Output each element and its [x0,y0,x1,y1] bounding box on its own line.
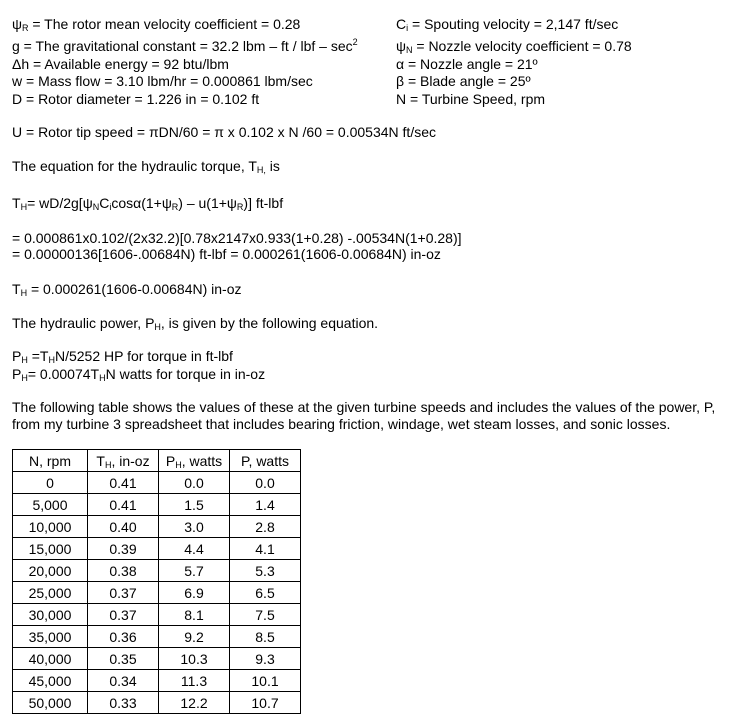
cell-torque: 0.37 [88,604,159,626]
table-intro-line-2: from my turbine 3 spreadsheet that includes bearing friction, windage, wet steam losses, and sonic losses. [12,416,671,432]
power-equation-hp: $P_H =T_HN/5252$ HP for torque in ft-lbf [12,348,233,365]
def-nozzle-velocity-coefficient: $\psi_N$ = Nozzle velocity coefficient = 0.78 [396,38,632,55]
table-header-row [13,450,301,472]
cell-torque: 0.33 [88,692,159,714]
table-row [13,626,301,648]
power-intro: The hydraulic power, $P_H$, is given by the following equation. [12,315,379,332]
cell-power: 0.0 [230,472,301,494]
cell-torque: 0.40 [88,516,159,538]
cell-torque: 0.41 [88,494,159,516]
cell-power: 6.5 [230,582,301,604]
def-mass-flow: w = Mass flow = 3.10 lbm/hr = 0.000861 lbm/sec [12,73,313,89]
header-torque: $T_H$, in-oz [88,450,159,472]
cell-power: 8.5 [230,626,301,648]
power-equation-watts: $P_H= 0.00074T_HN$ watts for torque in in-oz [12,366,266,383]
cell-hydraulic-power: 1.5 [159,494,230,516]
header-power: P, watts [230,450,301,472]
cell-hydraulic-power: 5.7 [159,560,230,582]
def-rotor-velocity-coefficient: $\psi_R$ = The rotor mean velocity coefficient = 0.28 [12,16,301,33]
results-table [12,449,301,714]
cell-hydraulic-power: 9.2 [159,626,230,648]
cell-speed: 35,000 [13,626,88,648]
cell-power: 1.4 [230,494,301,516]
table-intro-line-1: The following table shows the values of these at the given turbine speeds and includes the values of the power, P, [12,399,716,415]
cell-power: 5.3 [230,560,301,582]
def-blade-angle: β = Blade angle = 25º [396,73,531,89]
cell-hydraulic-power: 8.1 [159,604,230,626]
cell-torque: 0.35 [88,648,159,670]
cell-speed: 30,000 [13,604,88,626]
cell-torque: 0.38 [88,560,159,582]
def-gravitational-constant: g = The gravitational constant = 32.2 lbm – ft / lbf – $\sec^2$ [12,37,358,54]
cell-speed: 50,000 [13,692,88,714]
table-row [13,604,301,626]
cell-speed: 25,000 [13,582,88,604]
cell-power: 9.3 [230,648,301,670]
def-rotor-diameter: D = Rotor diameter = 1.226 in = 0.102 ft [12,91,260,107]
table-row [13,692,301,714]
cell-torque: 0.36 [88,626,159,648]
cell-speed: 20,000 [13,560,88,582]
cell-hydraulic-power: 3.0 [159,516,230,538]
cell-speed: 15,000 [13,538,88,560]
cell-torque: 0.37 [88,582,159,604]
torque-calculation-line-1: = 0.000861x0.102/(2x32.2)[0.78x2147x0.933(1+0.28) -.00534N(1+0.28)] [12,230,462,246]
def-available-energy: Δh = Available energy = 92 btu/lbm [12,56,229,72]
def-nozzle-angle: α = Nozzle angle = 21º [396,56,538,72]
torque-calculation-line-2: = 0.00000136[1606-.00684N) ft-lbf = 0.000261(1606-0.00684N) in-oz [12,246,441,262]
table-row [13,538,301,560]
cell-power: 7.5 [230,604,301,626]
cell-torque: 0.39 [88,538,159,560]
table-row [13,516,301,538]
table-row [13,670,301,692]
cell-hydraulic-power: 12.2 [159,692,230,714]
header-speed: N, rpm [13,450,88,472]
cell-power: 10.1 [230,670,301,692]
table-row [13,560,301,582]
cell-speed: 40,000 [13,648,88,670]
header-hydraulic-power: $P_H$, watts [159,450,230,472]
def-turbine-speed: N = Turbine Speed, rpm [396,91,546,107]
cell-torque: 0.34 [88,670,159,692]
cell-torque: 0.41 [88,472,159,494]
cell-speed: 0 [13,472,88,494]
table-row [13,472,301,494]
torque-intro: The equation for the hydraulic torque, $T_{H,}$ is [12,158,280,175]
cell-speed: 45,000 [13,670,88,692]
def-spouting-velocity: $C_i$ = Spouting velocity = 2,147 ft/sec [396,16,619,33]
torque-result: $T_H = 0.000261(1606-0.00684N)$ in-oz [12,281,242,298]
table-row [13,582,301,604]
cell-power: 2.8 [230,516,301,538]
cell-hydraulic-power: 0.0 [159,472,230,494]
cell-speed: 10,000 [13,516,88,538]
cell-hydraulic-power: 4.4 [159,538,230,560]
cell-power: 10.7 [230,692,301,714]
cell-hydraulic-power: 10.3 [159,648,230,670]
rotor-tip-speed-equation: U = Rotor tip speed = πDN/60 = π x 0.102 x N /60 = 0.00534N ft/sec [12,124,436,140]
cell-hydraulic-power: 11.3 [159,670,230,692]
table-row [13,494,301,516]
cell-power: 4.1 [230,538,301,560]
cell-speed: 5,000 [13,494,88,516]
cell-hydraulic-power: 6.9 [159,582,230,604]
table-row [13,648,301,670]
torque-equation: $T_H= wD/2g[\psi_NC_i\cos\alpha(1+\psi_R) - u(1+\psi_R)]$ ft-lbf [12,195,284,212]
